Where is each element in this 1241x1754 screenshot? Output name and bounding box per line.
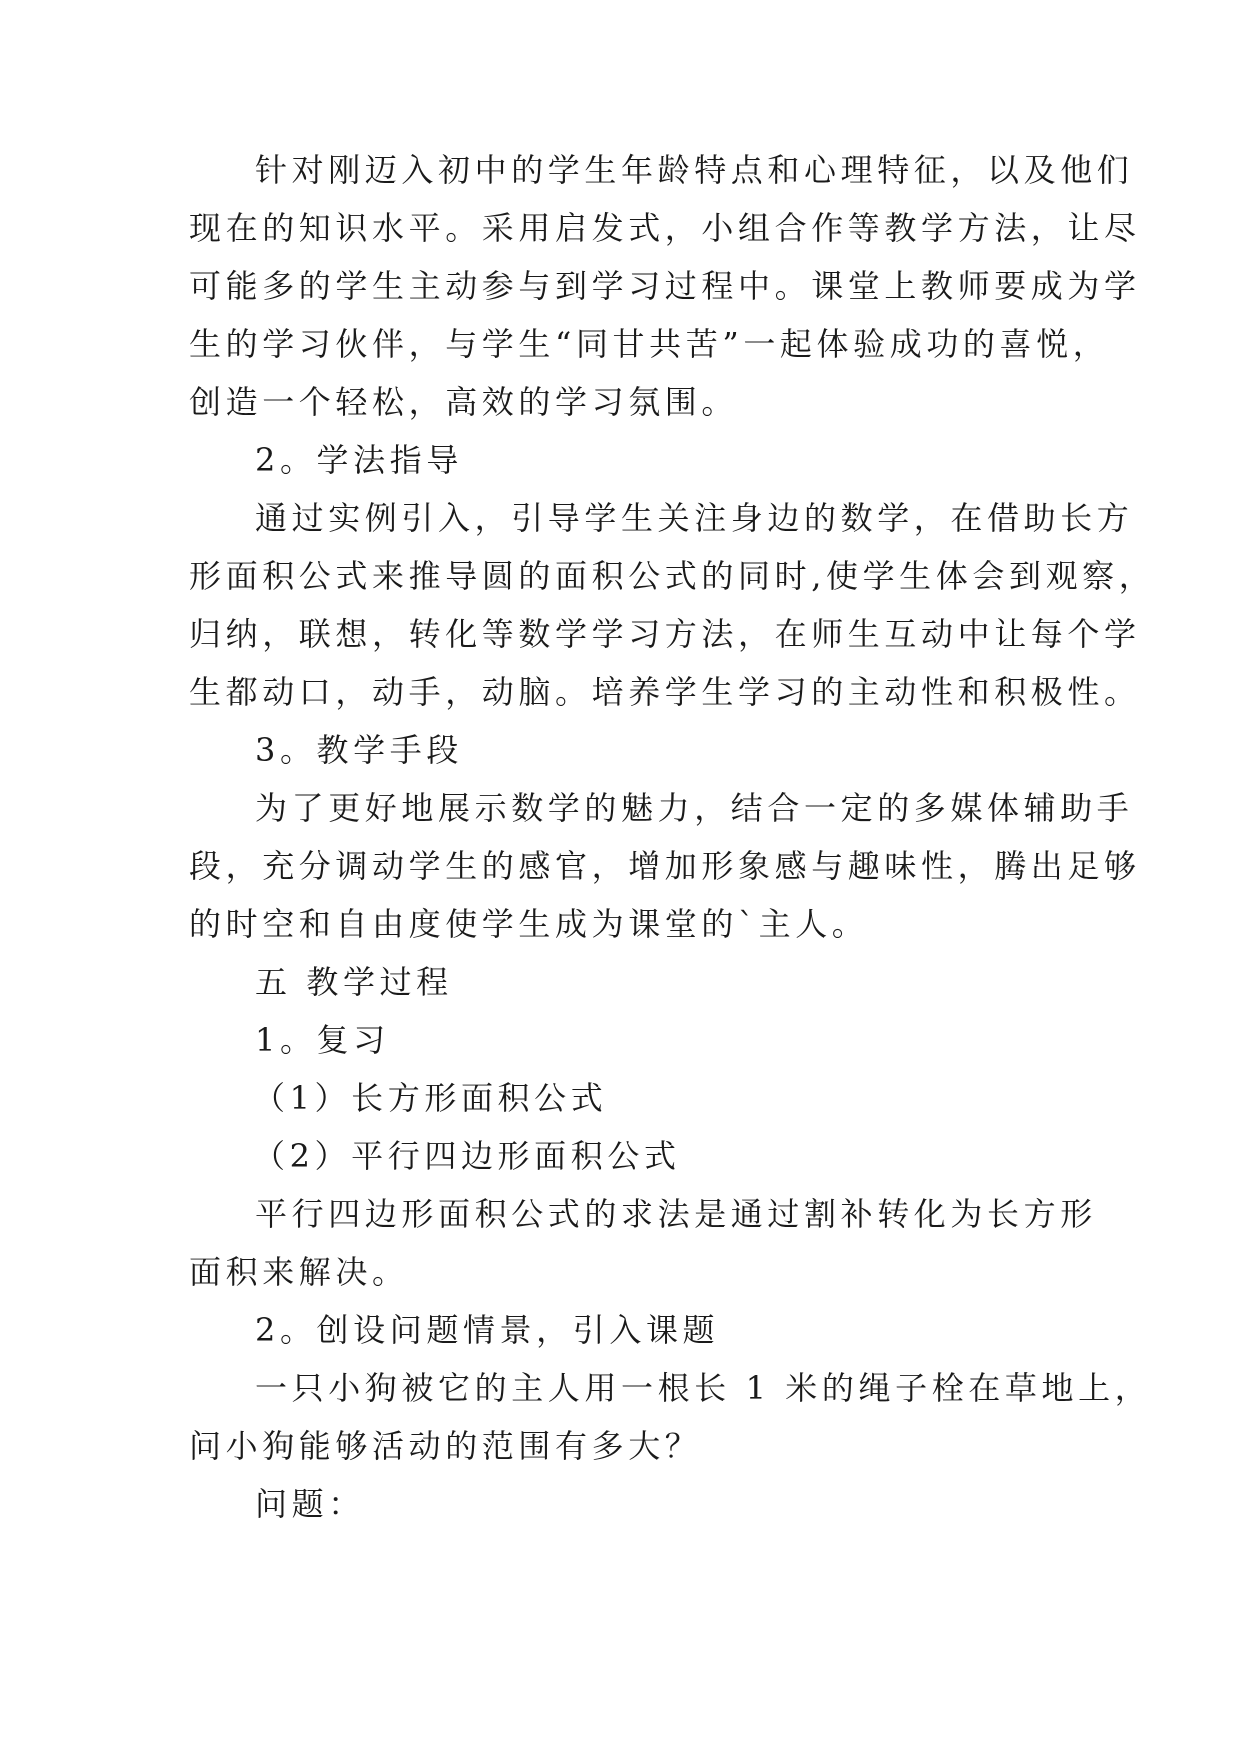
paragraph-line: 可能多的学生主动参与到学习过程中。课堂上教师要成为学 bbox=[189, 267, 1141, 305]
paragraph-line: 通过实例引入，引导学生关注身边的数学，在借助长方 bbox=[255, 499, 1134, 537]
paragraph-line: 形面积公式来推导圆的面积公式的同时,使学生体会到观察， bbox=[189, 557, 1156, 595]
paragraph-line: 段，充分调动学生的感官，增加形象感与趣味性，腾出足够 bbox=[189, 847, 1141, 885]
section-heading: 2。创设问题情景，引入课题 bbox=[255, 1311, 720, 1349]
paragraph-line: 问小狗能够活动的范围有多大？ bbox=[189, 1427, 702, 1465]
paragraph-line: 为了更好地展示数学的魅力，结合一定的多媒体辅助手 bbox=[255, 789, 1134, 827]
section-heading: 五 教学过程 bbox=[255, 963, 453, 1001]
paragraph-line: 面积来解决。 bbox=[189, 1253, 409, 1291]
paragraph-line: 归纳，联想，转化等数学学习方法，在师生互动中让每个学 bbox=[189, 615, 1141, 653]
paragraph-line: 生都动口，动手，动脑。培养学生学习的主动性和积极性。 bbox=[189, 673, 1141, 711]
paragraph-line: 针对刚迈入初中的学生年龄特点和心理特征，以及他们 bbox=[255, 151, 1134, 189]
list-item: （1）长方形面积公式 bbox=[253, 1079, 608, 1117]
section-heading: 3。教学手段 bbox=[255, 731, 463, 769]
list-item: （2）平行四边形面积公式 bbox=[253, 1137, 681, 1175]
paragraph-line: 的时空和自由度使学生成为课堂的`主人。 bbox=[189, 905, 869, 943]
section-heading: 1。复习 bbox=[255, 1021, 390, 1059]
paragraph-line: 问题： bbox=[255, 1485, 365, 1523]
paragraph-line: 一只小狗被它的主人用一根长 1 米的绳子栓在草地上， bbox=[255, 1369, 1152, 1407]
paragraph-line: 平行四边形面积公式的求法是通过割补转化为长方形 bbox=[255, 1195, 1097, 1233]
section-heading: 2。学法指导 bbox=[255, 441, 463, 479]
paragraph-line: 生的学习伙伴，与学生“同甘共苦”一起体验成功的喜悦， bbox=[189, 325, 1110, 363]
paragraph-line: 创造一个轻松，高效的学习氛围。 bbox=[189, 383, 739, 421]
paragraph-line: 现在的知识水平。采用启发式，小组合作等教学方法，让尽 bbox=[189, 209, 1141, 247]
